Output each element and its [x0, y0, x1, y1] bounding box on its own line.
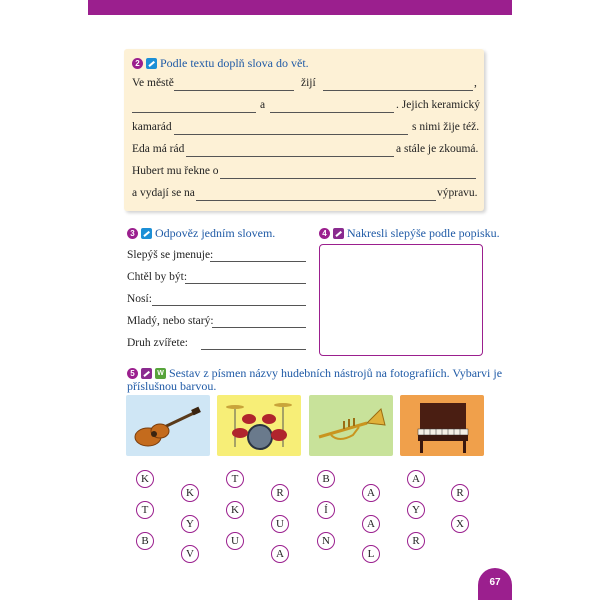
letter-circle[interactable]: K [226, 501, 244, 519]
answer-blank[interactable] [220, 178, 476, 179]
word-icon [155, 368, 166, 379]
sentence-6-end: výpravu. [437, 187, 478, 199]
letter-circle[interactable]: Í [317, 501, 335, 519]
exercise-3-heading [127, 226, 275, 241]
letter-circle[interactable]: T [136, 501, 154, 519]
top-color-bar [88, 0, 512, 15]
sentence-1-start: Ve městě [132, 77, 174, 89]
letter-circle[interactable]: Y [407, 501, 425, 519]
pencil-icon [333, 228, 344, 239]
sentence-5-start: Hubert mu řekne o [132, 165, 219, 177]
drum-kit-photo [217, 395, 301, 456]
drum-kit-icon [217, 395, 301, 456]
letter-circle[interactable]: A [362, 515, 380, 533]
page-number: 67 [478, 568, 512, 600]
exercise-number: 2 [132, 58, 143, 69]
exercise-number: 5 [127, 368, 138, 379]
exercise-3-instruction: Odpověz jedním slovem. [155, 226, 276, 240]
exercise-5-instruction-line-1: Sestav z písmen názvy hudebních nástrojů na fotografiích. Vybarvi je [169, 366, 503, 380]
answer-blank[interactable] [270, 112, 394, 113]
sentence-3-start: kamarád [132, 121, 172, 133]
field-label-species: Druh zvířete: [127, 337, 188, 349]
answer-blank[interactable] [132, 112, 256, 113]
exercise-4-heading [319, 226, 500, 241]
trumpet-photo [309, 395, 393, 456]
answer-blank[interactable] [323, 90, 473, 91]
answer-blank[interactable] [196, 200, 436, 201]
field-label-wish: Chtěl by být: [127, 271, 188, 283]
letter-circle[interactable]: V [181, 545, 199, 563]
pencil-icon [141, 368, 152, 379]
letter-circle[interactable]: U [271, 515, 289, 533]
letter-circle[interactable]: T [226, 470, 244, 488]
guitar-photo [126, 395, 210, 456]
sentence-1-end: , [474, 77, 477, 89]
sentence-2-end: . Jejich keramický [396, 99, 480, 111]
letter-circle[interactable]: B [136, 532, 154, 550]
letter-circle[interactable]: Y [181, 515, 199, 533]
exercise-5-instruction-line-2: příslušnou barvou. [127, 379, 217, 393]
trumpet-icon [309, 395, 393, 456]
answer-blank[interactable] [210, 261, 306, 262]
sentence-2-mid: a [260, 99, 266, 111]
letter-circle[interactable]: A [271, 545, 289, 563]
answer-blank[interactable] [152, 305, 306, 306]
exercise-2-instruction: Podle textu doplň slova do vět. [160, 56, 309, 70]
letter-circle[interactable]: L [362, 545, 380, 563]
guitar-icon [126, 395, 210, 456]
answer-blank[interactable] [212, 327, 306, 328]
exercise-number: 4 [319, 228, 330, 239]
answer-blank[interactable] [201, 349, 306, 350]
exercise-5-instruction-cont [127, 379, 216, 394]
letter-circle[interactable]: B [317, 470, 335, 488]
field-label-name: Slepýš se jmenuje: [127, 249, 214, 261]
letter-circle[interactable]: A [407, 470, 425, 488]
answer-blank[interactable] [174, 90, 294, 91]
sentence-6-start: a vydají se na [132, 187, 195, 199]
field-label-wears: Nosí: [127, 293, 152, 305]
sentence-4-start: Eda má rád [132, 143, 185, 155]
answer-blank[interactable] [174, 134, 408, 135]
exercise-number: 3 [127, 228, 138, 239]
sentence-4-end: a stále je zkoumá. [396, 143, 479, 155]
letter-circle[interactable]: R [271, 484, 289, 502]
letter-circle[interactable]: R [451, 484, 469, 502]
pencil-icon [146, 58, 157, 69]
exercise-2-box [124, 49, 484, 211]
letter-circle[interactable]: K [136, 470, 154, 488]
exercise-4-instruction: Nakresli slepýše podle popisku. [347, 226, 500, 240]
answer-blank[interactable] [186, 156, 394, 157]
pencil-icon [141, 228, 152, 239]
letter-circle[interactable]: R [407, 532, 425, 550]
letter-circle[interactable]: K [181, 484, 199, 502]
sentence-1-mid: žijí [301, 77, 316, 89]
answer-blank[interactable] [185, 283, 306, 284]
letter-circle[interactable]: U [226, 532, 244, 550]
sentence-3-end: s nimi žije též. [412, 121, 480, 133]
letter-circle[interactable]: A [362, 484, 380, 502]
field-label-age: Mladý, nebo starý: [127, 315, 214, 327]
letter-circle[interactable]: N [317, 532, 335, 550]
piano-icon [400, 395, 484, 456]
piano-photo [400, 395, 484, 456]
exercise-2-heading [132, 56, 309, 71]
drawing-area[interactable] [319, 244, 483, 356]
letter-circle[interactable]: X [451, 515, 469, 533]
